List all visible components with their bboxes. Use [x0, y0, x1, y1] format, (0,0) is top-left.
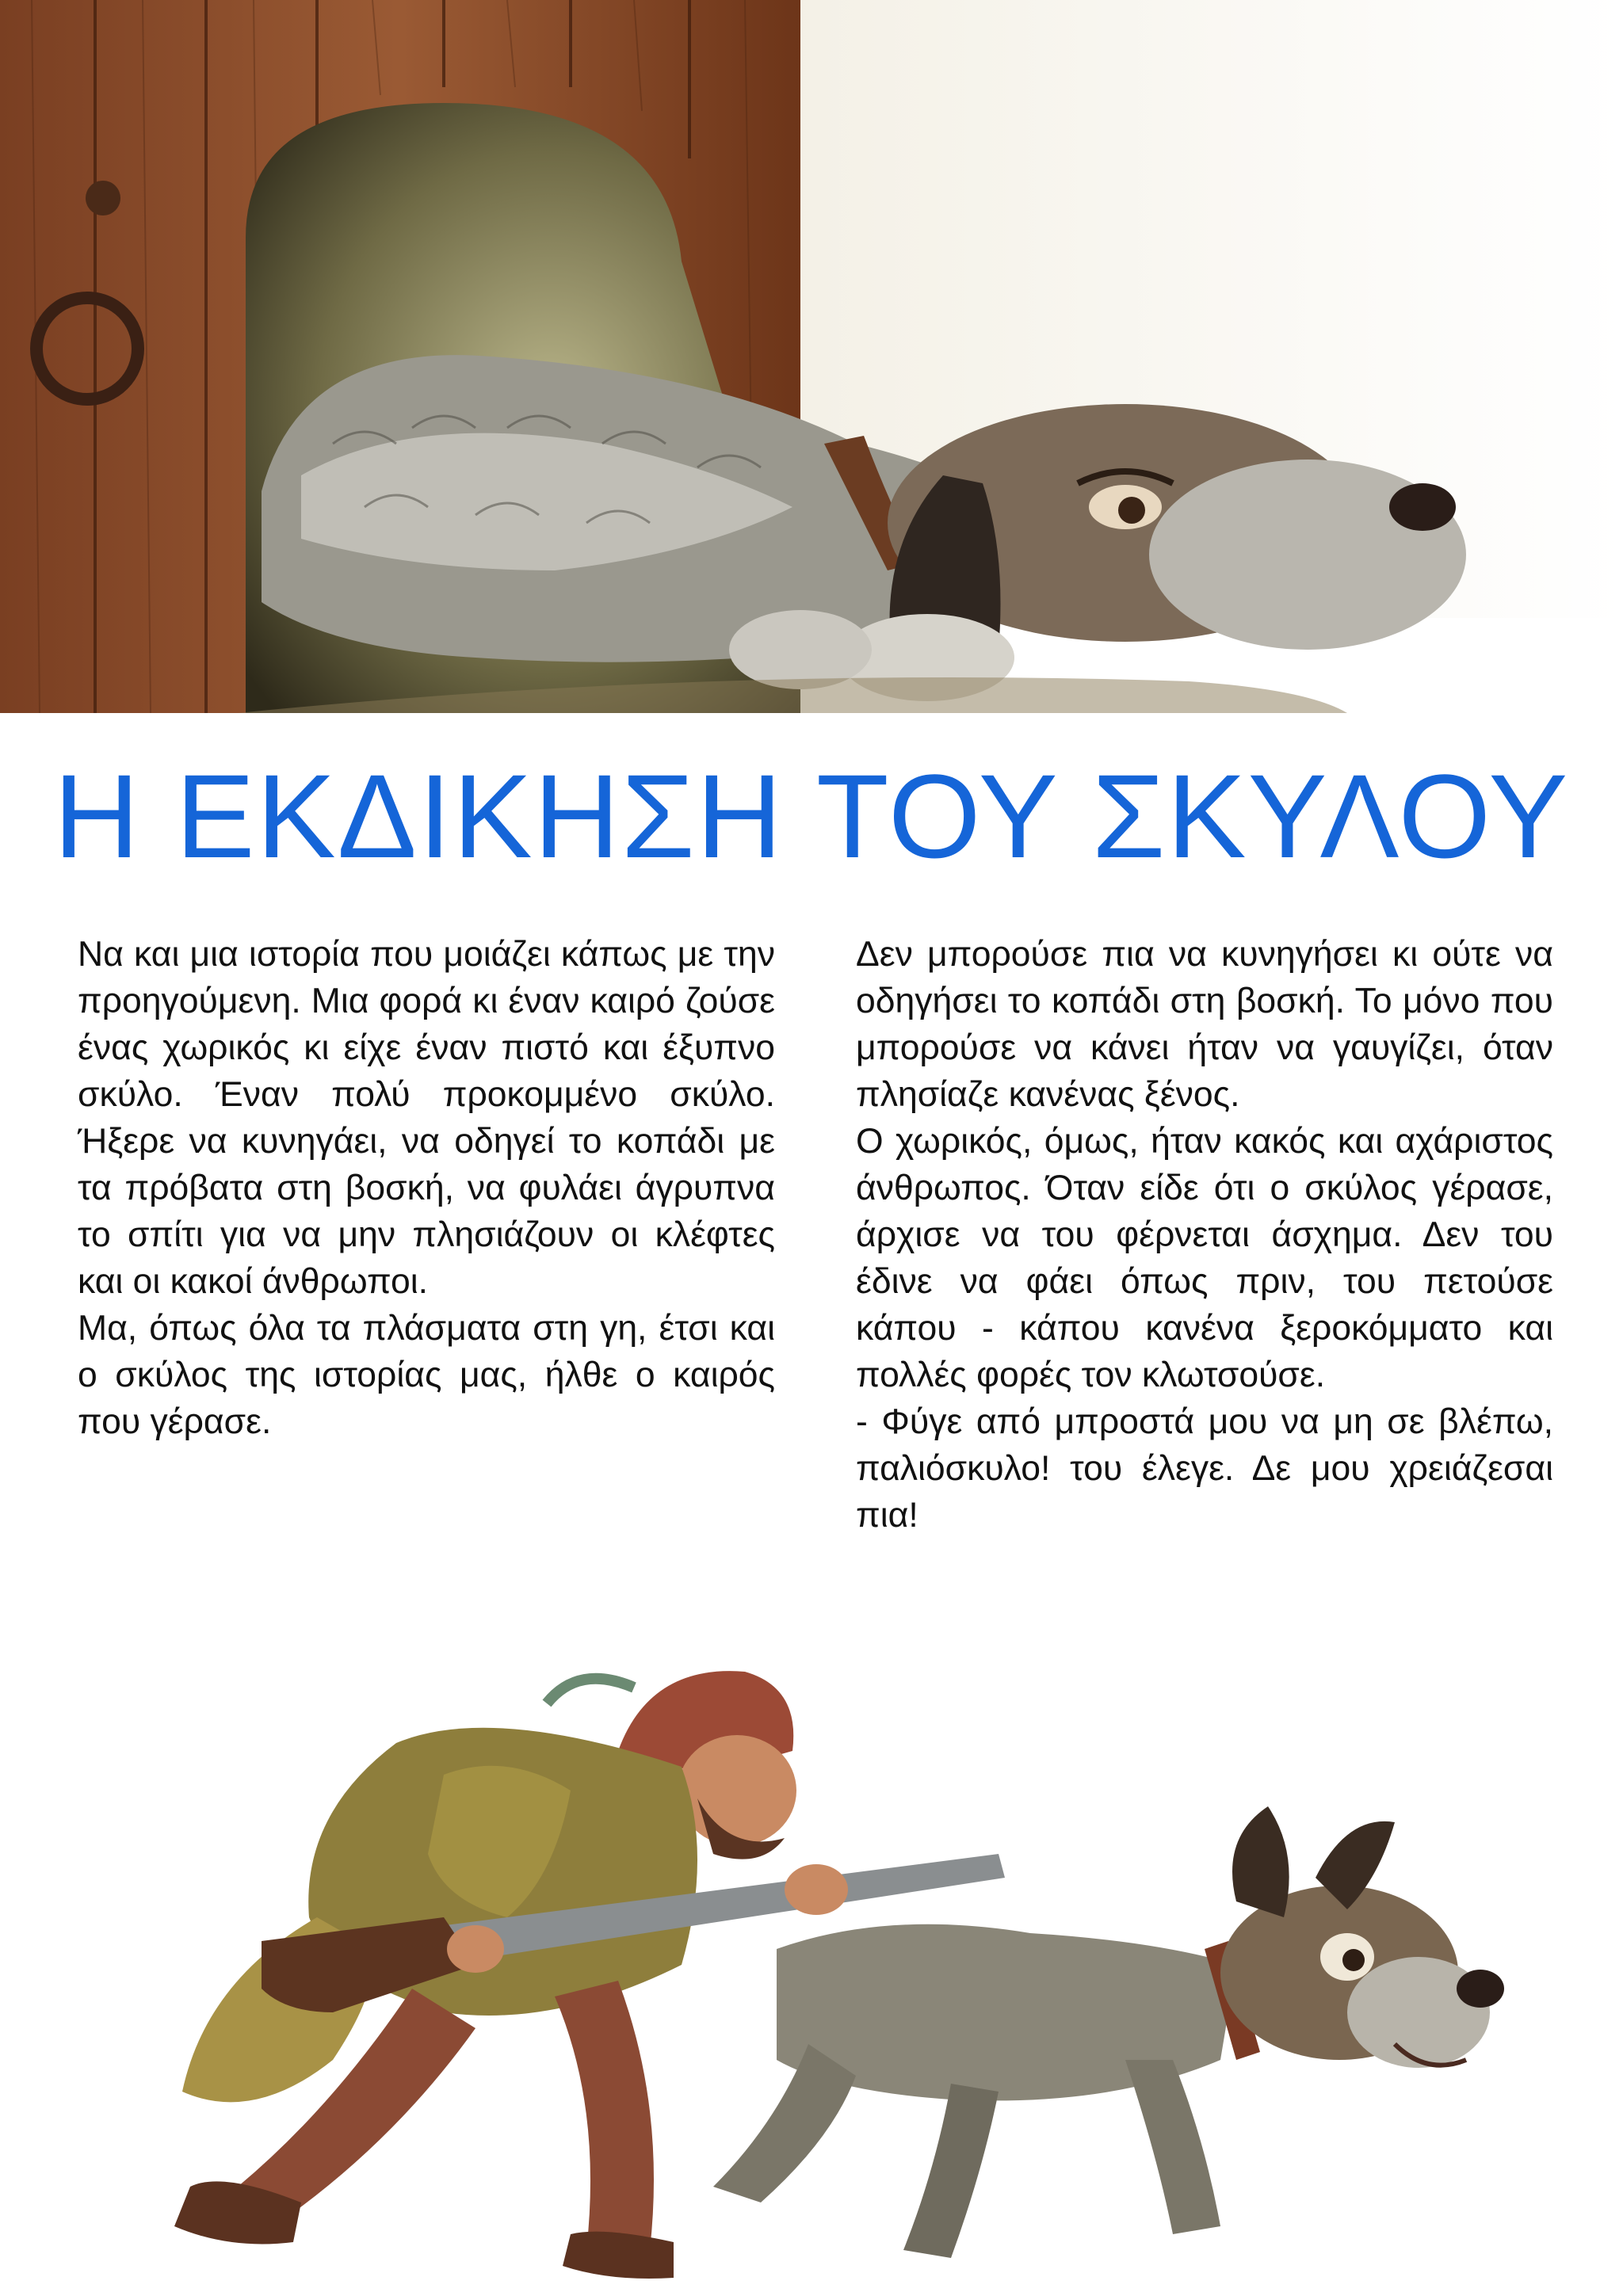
paragraph: Να και μια ιστορία που μοιάζει κάπως με την προηγούμενη. Μια φορά κι έναν καιρό ζούσε ένας χωρικός κι είχε έναν πιστό και έξυπνο σκύλο. Έναν πολύ προκομμένο σκύλο. Ήξερε να κυνηγάει, να οδηγεί το κοπάδι με τα πρόβατα στη βοσκή, να φυλάει άγρυπνα το σπίτι για να μην πλησιάζουν οι κλέφτες και οι κακοί άνθρωποι.: [78, 935, 775, 1301]
old-dog-in-doghouse-illustration: [0, 0, 1623, 745]
story-title: Η ΕΚΔΙΚΗΣΗ ΤΟΥ ΣΚΥΛΟΥ: [53, 749, 1570, 883]
hunter-and-dog-illustration: [0, 1616, 1623, 2296]
paragraph: Δεν μπορούσε πια να κυνηγήσει κι ούτε να οδηγήσει το κοπάδι στη βοσκή. Το μόνο που μπορούσε να κάνει ήταν να γαυγίζει, όταν πλησίαζε κανένας ξένος.: [856, 935, 1553, 1114]
text-column-left: [78, 931, 775, 1445]
text-column-right: [856, 931, 1553, 1539]
paragraph: - Φύγε από μπροστά μου να μη σε βλέπω, παλιόσκυλο! του έλεγε. Δε μου χρειάζεσαι πια!: [856, 1402, 1553, 1535]
paragraph: Μα, όπως όλα τα πλάσματα στη γη, έτσι και ο σκύλος της ιστορίας μας, ήλθε ο καιρός που γέρασε.: [78, 1309, 775, 1441]
paragraph: Ο χωρικός, όμως, ήταν κακός και αχάριστος άνθρωπος. Όταν είδε ότι ο σκύλος γέρασε, άρχισε να του φέρνεται άσχημα. Δεν του έδινε να φάει όπως πριν, του πετούσε κάπου - κάπου κανένα ξεροκόμματο και πολλές φορές τον κλωτσούσε.: [856, 1122, 1553, 1394]
